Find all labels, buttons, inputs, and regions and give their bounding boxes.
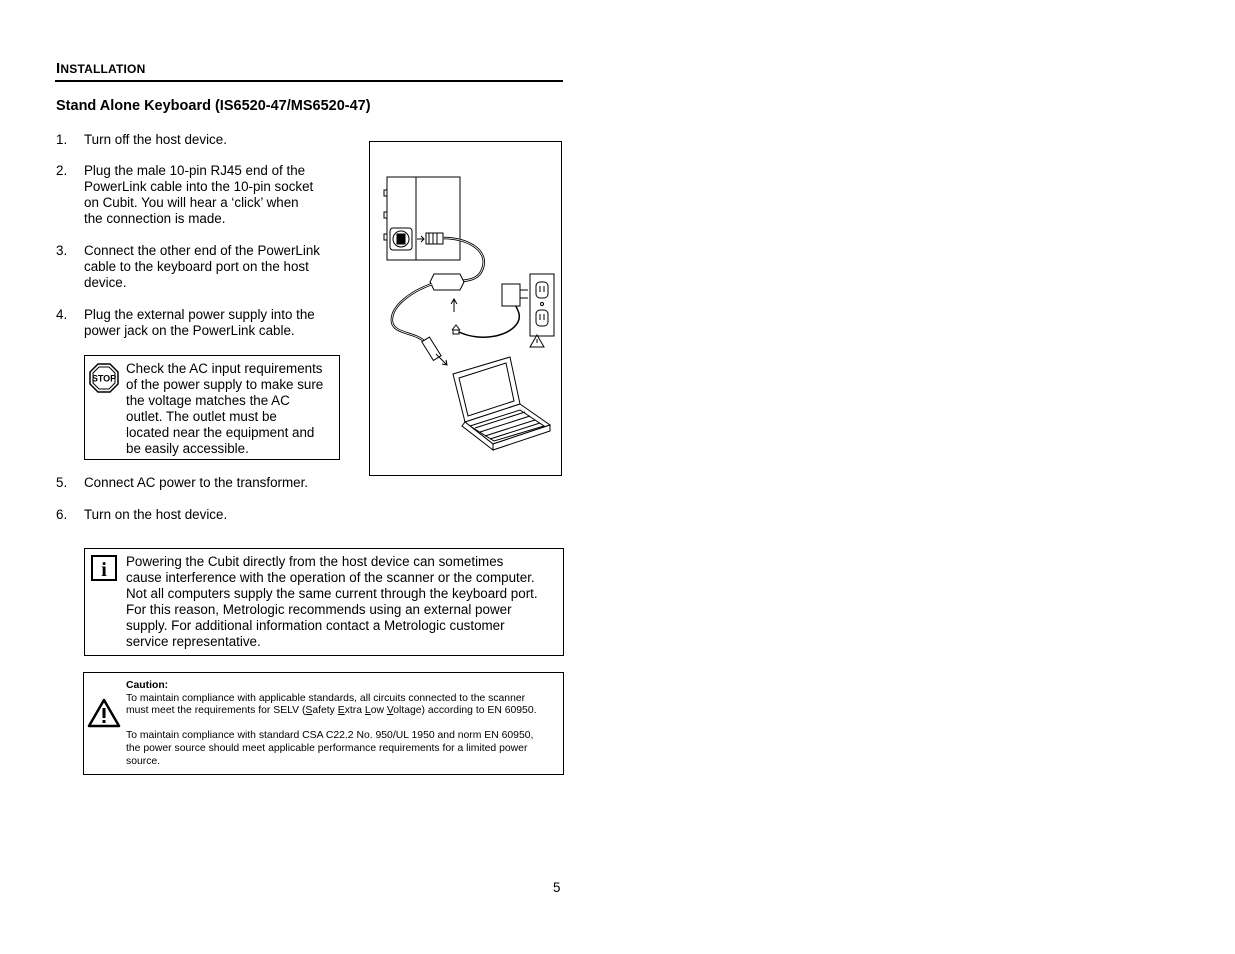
note-text: located near the equipment and (126, 425, 315, 440)
step-text: Plug the male 10-pin RJ45 end of the (84, 163, 306, 178)
warning-triangle-icon (87, 698, 121, 728)
caution-heading-text: Caution: (126, 680, 169, 691)
step-number: 4. (56, 307, 68, 322)
step-text: Turn on the host device. (84, 507, 228, 522)
selv-letter: V (386, 705, 394, 717)
caution-text: the power source should meet applicable performance requirements for a limited power (126, 742, 528, 754)
step-text: on Cubit. You will hear a ‘click’ when (84, 195, 299, 210)
caution-text: To maintain compliance with applicable standards, all circuits connected to the scanner (126, 692, 526, 704)
step-number: 2. (56, 163, 68, 178)
note-text: outlet. The outlet must be (126, 409, 277, 424)
caution-text-part: xtra (344, 705, 365, 717)
step-number: 3. (56, 243, 68, 258)
step-number: 5. (56, 475, 68, 490)
stop-note (84, 355, 340, 460)
section-title (56, 60, 145, 77)
paragraph-gap (126, 718, 562, 731)
note-text: supply. For additional information contact a Metrologic customer (126, 618, 505, 633)
step-text: device. (84, 275, 127, 290)
selv-letter: S (305, 705, 313, 717)
info-icon (91, 555, 117, 581)
note-text: Check the AC input requirements (126, 361, 323, 376)
caution-heading (126, 680, 562, 693)
step-text: Connect AC power to the transformer. (84, 475, 309, 490)
note-text: Not all computers supply the same current through the keyboard port. (126, 586, 538, 601)
note-text: of the power supply to make sure (126, 377, 324, 392)
installation-figure (369, 141, 562, 476)
step-number: 1. (56, 132, 68, 147)
step-text: power jack on the PowerLink cable. (84, 323, 295, 338)
caution-note (83, 672, 564, 775)
step-text: cable to the keyboard port on the host (84, 259, 309, 274)
caution-text (126, 705, 562, 718)
stop-sign-icon (89, 363, 119, 393)
caution-text-part: oltage) according to EN 60950. (393, 705, 537, 717)
page-subtitle: Stand Alone Keyboard (IS6520-47/MS6520-47) (56, 98, 371, 114)
step-text: the connection is made. (84, 211, 226, 226)
selv-letter: E (337, 705, 345, 717)
note-text: cause interference with the operation of the scanner or the computer. (126, 570, 535, 585)
title-initial: I (56, 60, 61, 77)
step-number: 6. (56, 507, 68, 522)
note-text: Powering the Cubit directly from the host device can sometimes (126, 554, 504, 569)
caution-text: To maintain compliance with standard CSA C22.2 No. 950/UL 1950 and norm EN 60950, (126, 730, 534, 742)
info-icon-label: i (101, 559, 107, 581)
title-rest: NSTALLATION (60, 62, 146, 76)
installation-diagram-icon (370, 142, 561, 475)
info-note (84, 548, 564, 656)
caution-text-part: afety (312, 705, 338, 717)
note-text: service representative. (126, 634, 261, 649)
note-text: be easily accessible. (126, 441, 249, 456)
caution-text-part: ow (370, 705, 387, 717)
caution-text-part: must meet the requirements for SELV ( (126, 705, 306, 717)
note-text: the voltage matches the AC (126, 393, 290, 408)
step-text: Plug the external power supply into the (84, 307, 315, 322)
page-number: 5 (553, 880, 561, 895)
selv-letter: L (364, 705, 371, 717)
note-text: For this reason, Metrologic recommends using an external power (126, 602, 512, 617)
step-text: Turn off the host device. (84, 132, 227, 147)
step-text: PowerLink cable into the 10-pin socket (84, 179, 314, 194)
stop-sign-label: STOP (91, 373, 117, 384)
caution-text: source. (126, 755, 161, 767)
step-text: Connect the other end of the PowerLink (84, 243, 320, 258)
header-rule (55, 80, 563, 82)
